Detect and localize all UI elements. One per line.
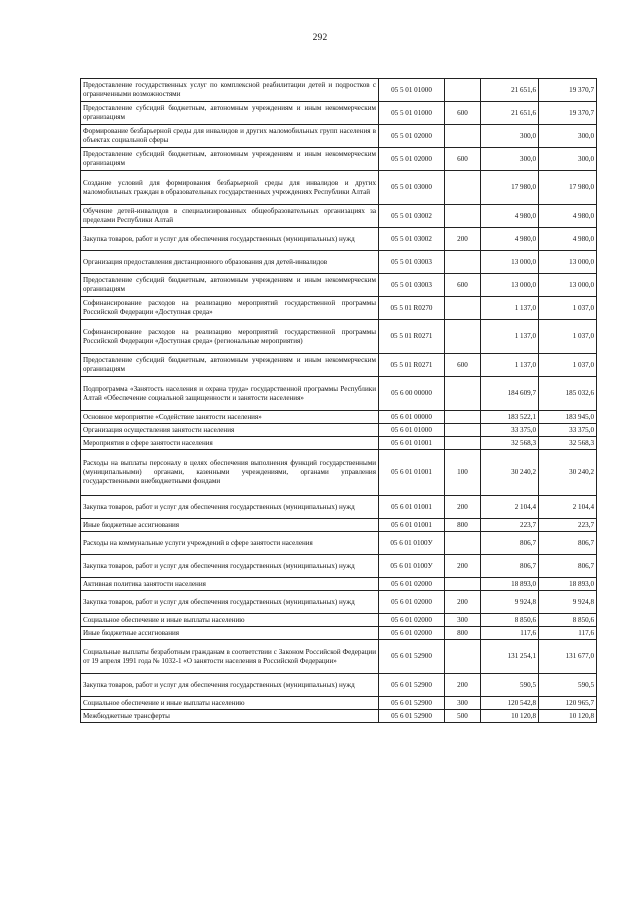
row-amount-first-cell: 21 651,6: [481, 79, 539, 102]
table-row: [81, 320, 597, 354]
row-code-cell: 05 6 01 01001: [379, 437, 445, 450]
row-amount-second-cell: 32 568,3: [539, 437, 597, 450]
row-name-cell: Подпрограмма «Занятость населения и охрана труда» государственной программы Республики Алтай «Обеспечение социальной защищенности и занятости населения»: [81, 377, 379, 411]
table-row: [81, 354, 597, 377]
row-code-cell: 05 5 01 R0270: [379, 297, 445, 320]
row-code-cell: 05 6 01 0100У: [379, 555, 445, 578]
row-code-cell: 05 6 01 01001: [379, 450, 445, 496]
row-amount-second-cell: 4 980,0: [539, 228, 597, 251]
row-name-cell: Предоставление субсидий бюджетным, автономным учреждениям и иным некоммерческим организациям: [81, 148, 379, 171]
row-expense-type-cell: 800: [445, 627, 481, 640]
row-name-cell: Обучение детей-инвалидов в специализированных общеобразовательных организациях за пределами Республики Алтай: [81, 205, 379, 228]
row-expense-type-cell: [445, 640, 481, 674]
row-expense-type-cell: [445, 125, 481, 148]
table-row: [81, 640, 597, 674]
row-code-cell: 05 5 01 01000: [379, 102, 445, 125]
row-amount-second-cell: 117,6: [539, 627, 597, 640]
row-code-cell: 05 6 00 00000: [379, 377, 445, 411]
row-amount-second-cell: 10 120,8: [539, 710, 597, 723]
row-amount-second-cell: 1 037,0: [539, 354, 597, 377]
row-code-cell: 05 5 01 R0271: [379, 354, 445, 377]
row-name-cell: Создание условий для формирования безбарьерной среды для инвалидов и других маломобильных граждан в образовательных государственных учреждениях Республики Алтай: [81, 171, 379, 205]
row-amount-first-cell: 17 980,0: [481, 171, 539, 205]
row-code-cell: 05 5 01 01000: [379, 79, 445, 102]
row-code-cell: 05 6 01 00000: [379, 411, 445, 424]
table-row: [81, 555, 597, 578]
row-expense-type-cell: 600: [445, 354, 481, 377]
row-amount-second-cell: 590,5: [539, 674, 597, 697]
row-name-cell: Предоставление субсидий бюджетным, автономным учреждениям и иным некоммерческим организациям: [81, 102, 379, 125]
row-expense-type-cell: 600: [445, 274, 481, 297]
table-row: [81, 614, 597, 627]
row-name-cell: Расходы на выплаты персоналу в целях обеспечения выполнения функций государственными (муниципальными) органами, казенными учреждениями, органами управления государственными внебюджетными фондами: [81, 450, 379, 496]
row-amount-second-cell: 33 375,0: [539, 424, 597, 437]
row-name-cell: Организация предоставления дистанционного образования для детей-инвалидов: [81, 251, 379, 274]
table-row: [81, 437, 597, 450]
table-row: [81, 450, 597, 496]
row-name-cell: Закупка товаров, работ и услуг для обеспечения государственных (муниципальных) нужд: [81, 674, 379, 697]
row-amount-second-cell: 2 104,4: [539, 496, 597, 519]
row-expense-type-cell: 600: [445, 148, 481, 171]
row-expense-type-cell: 500: [445, 710, 481, 723]
row-name-cell: Социальное обеспечение и иные выплаты населению: [81, 697, 379, 710]
row-code-cell: 05 6 01 0100У: [379, 532, 445, 555]
row-code-cell: 05 5 01 02000: [379, 148, 445, 171]
row-expense-type-cell: [445, 251, 481, 274]
table-row: [81, 148, 597, 171]
table-row: [81, 627, 597, 640]
row-code-cell: 05 6 01 52900: [379, 674, 445, 697]
row-code-cell: 05 5 01 03002: [379, 228, 445, 251]
row-amount-first-cell: 32 568,3: [481, 437, 539, 450]
row-expense-type-cell: [445, 532, 481, 555]
row-amount-first-cell: 18 893,0: [481, 578, 539, 591]
table-row: [81, 411, 597, 424]
row-amount-second-cell: 13 000,0: [539, 251, 597, 274]
row-code-cell: 05 6 01 52900: [379, 697, 445, 710]
row-amount-first-cell: 1 137,0: [481, 320, 539, 354]
row-amount-first-cell: 184 609,7: [481, 377, 539, 411]
row-amount-first-cell: 117,6: [481, 627, 539, 640]
row-name-cell: Предоставление государственных услуг по комплексной реабилитации детей и подростков с ограниченными возможностями: [81, 79, 379, 102]
table-row: [81, 578, 597, 591]
row-expense-type-cell: [445, 578, 481, 591]
row-name-cell: Софинансирование расходов на реализацию мероприятий государственной программы Российской Федерации «Доступная среда»: [81, 297, 379, 320]
row-name-cell: Иные бюджетные ассигнования: [81, 519, 379, 532]
row-expense-type-cell: [445, 411, 481, 424]
row-amount-second-cell: 8 850,6: [539, 614, 597, 627]
row-expense-type-cell: [445, 377, 481, 411]
row-expense-type-cell: 600: [445, 102, 481, 125]
row-amount-first-cell: 1 137,0: [481, 354, 539, 377]
row-amount-second-cell: 300,0: [539, 125, 597, 148]
table-row: [81, 532, 597, 555]
table-row: [81, 424, 597, 437]
row-name-cell: Закупка товаров, работ и услуг для обеспечения государственных (муниципальных) нужд: [81, 591, 379, 614]
row-code-cell: 05 5 01 03000: [379, 171, 445, 205]
row-name-cell: Закупка товаров, работ и услуг для обеспечения государственных (муниципальных) нужд: [81, 555, 379, 578]
row-code-cell: 05 5 01 03003: [379, 251, 445, 274]
row-amount-second-cell: 223,7: [539, 519, 597, 532]
row-name-cell: Закупка товаров, работ и услуг для обеспечения государственных (муниципальных) нужд: [81, 228, 379, 251]
row-expense-type-cell: 200: [445, 674, 481, 697]
row-expense-type-cell: [445, 437, 481, 450]
row-name-cell: Расходы на коммунальные услуги учреждений в сфере занятости населения: [81, 532, 379, 555]
row-amount-first-cell: 223,7: [481, 519, 539, 532]
row-amount-second-cell: 185 032,6: [539, 377, 597, 411]
row-name-cell: Иные бюджетные ассигнования: [81, 627, 379, 640]
row-amount-second-cell: 13 000,0: [539, 274, 597, 297]
table-row: [81, 79, 597, 102]
table-row: [81, 697, 597, 710]
row-expense-type-cell: 300: [445, 697, 481, 710]
table-row: [81, 205, 597, 228]
row-expense-type-cell: 100: [445, 450, 481, 496]
row-name-cell: Мероприятия в сфере занятости населения: [81, 437, 379, 450]
table-row: [81, 591, 597, 614]
page-number: 292: [312, 33, 328, 43]
row-amount-second-cell: 19 370,7: [539, 102, 597, 125]
row-code-cell: 05 6 01 02000: [379, 614, 445, 627]
row-name-cell: Формирование безбарьерной среды для инвалидов и других маломобильных групп населения в объектах социальной сферы: [81, 125, 379, 148]
row-amount-second-cell: 19 370,7: [539, 79, 597, 102]
table-row: [81, 171, 597, 205]
row-code-cell: 05 5 01 03002: [379, 205, 445, 228]
row-amount-first-cell: 806,7: [481, 555, 539, 578]
row-name-cell: Основное мероприятие «Содействие занятости населения»: [81, 411, 379, 424]
row-amount-second-cell: 806,7: [539, 532, 597, 555]
row-expense-type-cell: 300: [445, 614, 481, 627]
row-code-cell: 05 6 01 02000: [379, 627, 445, 640]
table-row: [81, 274, 597, 297]
row-code-cell: 05 6 01 02000: [379, 578, 445, 591]
row-code-cell: 05 5 01 03003: [379, 274, 445, 297]
row-expense-type-cell: [445, 320, 481, 354]
row-expense-type-cell: [445, 205, 481, 228]
row-amount-second-cell: 18 893,0: [539, 578, 597, 591]
row-amount-first-cell: 1 137,0: [481, 297, 539, 320]
row-name-cell: Межбюджетные трансферты: [81, 710, 379, 723]
row-amount-second-cell: 300,0: [539, 148, 597, 171]
row-expense-type-cell: 200: [445, 496, 481, 519]
table-row: [81, 674, 597, 697]
row-expense-type-cell: [445, 171, 481, 205]
row-name-cell: Социальные выплаты безработным гражданам в соответствии с Законом Российской Федерации от 19 апреля 1991 года № 1032-1 «О занятости населения в Российской Федерации»: [81, 640, 379, 674]
row-code-cell: 05 6 01 52900: [379, 640, 445, 674]
budget-table: [80, 78, 597, 723]
row-amount-second-cell: 120 965,7: [539, 697, 597, 710]
row-amount-first-cell: 10 120,8: [481, 710, 539, 723]
row-name-cell: Организация осуществления занятости населения: [81, 424, 379, 437]
row-name-cell: Активная политика занятости населения: [81, 578, 379, 591]
row-name-cell: Предоставление субсидий бюджетным, автономным учреждениям и иным некоммерческим организациям: [81, 354, 379, 377]
row-amount-first-cell: 120 542,8: [481, 697, 539, 710]
row-amount-first-cell: 8 850,6: [481, 614, 539, 627]
row-amount-second-cell: 183 945,0: [539, 411, 597, 424]
table-row: [81, 102, 597, 125]
row-amount-first-cell: 300,0: [481, 125, 539, 148]
table-row: [81, 297, 597, 320]
row-amount-first-cell: 33 375,0: [481, 424, 539, 437]
row-amount-second-cell: 17 980,0: [539, 171, 597, 205]
row-amount-first-cell: 21 651,6: [481, 102, 539, 125]
row-name-cell: Софинансирование расходов на реализацию мероприятий государственной программы Российской Федерации «Доступная среда» (региональные мероприятия): [81, 320, 379, 354]
row-amount-first-cell: 4 980,0: [481, 205, 539, 228]
row-amount-first-cell: 806,7: [481, 532, 539, 555]
row-amount-first-cell: 4 980,0: [481, 228, 539, 251]
row-amount-second-cell: 806,7: [539, 555, 597, 578]
row-code-cell: 05 6 01 02000: [379, 591, 445, 614]
row-amount-second-cell: 131 677,0: [539, 640, 597, 674]
row-code-cell: 05 6 01 01001: [379, 519, 445, 532]
table-row: [81, 251, 597, 274]
row-amount-second-cell: 30 240,2: [539, 450, 597, 496]
row-expense-type-cell: [445, 424, 481, 437]
table-row: [81, 125, 597, 148]
row-amount-first-cell: 590,5: [481, 674, 539, 697]
row-amount-first-cell: 2 104,4: [481, 496, 539, 519]
table-row: [81, 228, 597, 251]
row-expense-type-cell: 200: [445, 228, 481, 251]
row-amount-second-cell: 4 980,0: [539, 205, 597, 228]
row-amount-first-cell: 9 924,8: [481, 591, 539, 614]
row-expense-type-cell: 200: [445, 555, 481, 578]
row-code-cell: 05 5 01 R0271: [379, 320, 445, 354]
row-amount-second-cell: 9 924,8: [539, 591, 597, 614]
row-amount-first-cell: 300,0: [481, 148, 539, 171]
row-code-cell: 05 5 01 02000: [379, 125, 445, 148]
table-row: [81, 519, 597, 532]
row-code-cell: 05 6 01 01000: [379, 424, 445, 437]
row-amount-first-cell: 13 000,0: [481, 251, 539, 274]
row-code-cell: 05 6 01 52900: [379, 710, 445, 723]
row-name-cell: Социальное обеспечение и иные выплаты населению: [81, 614, 379, 627]
row-name-cell: Предоставление субсидий бюджетным, автономным учреждениям и иным некоммерческим организациям: [81, 274, 379, 297]
table-row: [81, 377, 597, 411]
row-amount-first-cell: 183 522,1: [481, 411, 539, 424]
row-expense-type-cell: 200: [445, 591, 481, 614]
row-expense-type-cell: 800: [445, 519, 481, 532]
row-expense-type-cell: [445, 79, 481, 102]
row-name-cell: Закупка товаров, работ и услуг для обеспечения государственных (муниципальных) нужд: [81, 496, 379, 519]
row-amount-first-cell: 30 240,2: [481, 450, 539, 496]
table-row: [81, 710, 597, 723]
budget-table-body: [81, 79, 597, 723]
row-expense-type-cell: [445, 297, 481, 320]
row-amount-second-cell: 1 037,0: [539, 320, 597, 354]
row-code-cell: 05 6 01 01001: [379, 496, 445, 519]
table-row: [81, 496, 597, 519]
row-amount-first-cell: 13 000,0: [481, 274, 539, 297]
row-amount-first-cell: 131 254,1: [481, 640, 539, 674]
row-amount-second-cell: 1 037,0: [539, 297, 597, 320]
